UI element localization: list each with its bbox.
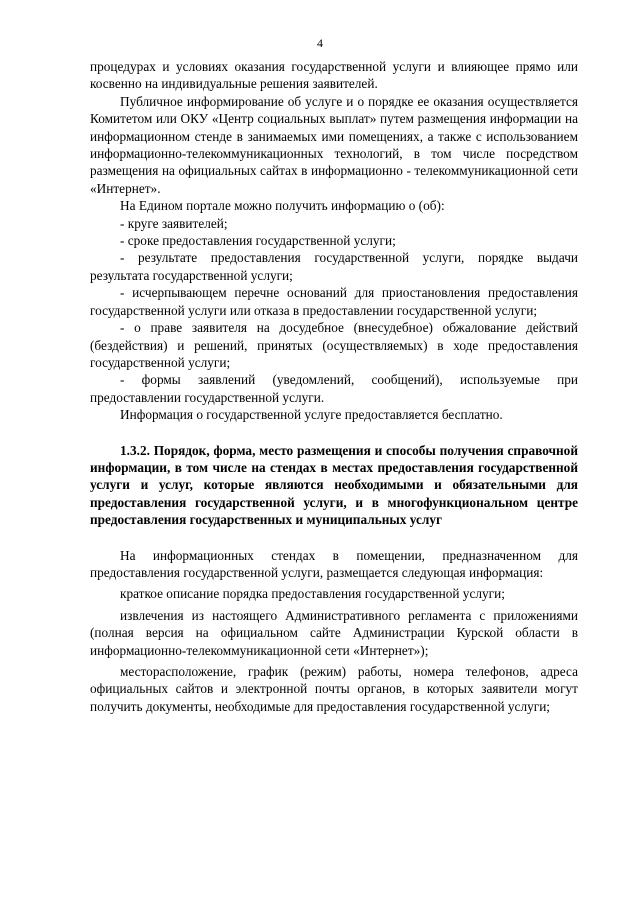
list-item-appeal-right: - о праве заявителя на досудебное (внесудебное) обжалование действий (бездействия) и решений, принятых (осуществляемых) в ходе предоставления государственной услуги; [90,320,578,370]
list-item-grounds: - исчерпывающем перечне оснований для приостановления предоставления государственной услуги или отказа в предоставлении государственной услуги; [90,285,578,318]
list-item-applicants: - круге заявителей; [120,215,228,231]
paragraph-stands-intro: На информационных стендах в помещении, предназначенном для предоставления государственной услуги, размещается следующая информация: [90,547,578,580]
paragraph-portal-intro: На Едином портале можно получить информацию о (об): [120,198,445,214]
page-number: 4 [317,36,323,50]
paragraph-free-of-charge: Информация о государственной услуге предоставляется бесплатно. [120,407,503,423]
list-item-result: - результате предоставления государственной услуги, порядке выдачи результата государственной услуги; [90,250,578,283]
list-item-term: - сроке предоставления государственной услуги; [120,233,396,249]
paragraph-public-informing: Публичное информирование об услуге и о порядке ее оказания осуществляется Комитетом или ОКУ «Центр социальных выплат» путем размещения информации на информационном стенде в занимаемых ими помещениях, а также с использованием информационно-телекоммуникационных технологий, в том числе посредством размещения на официальных сайтах в информационно - телекоммуникационной сети «Интернет». [90,93,578,196]
list-item-regulation-extracts: извлечения из настоящего Административного регламента с приложениями (полная версия на официальном сайте Администрации Курской области в информационно-телекоммуникационной сети «Интернет»); [90,607,578,658]
list-item-location-schedule: месторасположение, график (режим) работы, номера телефонов, адреса официальных сайтов и электронной почты органов, в которых заявители могут получить документы, необходимые для предоставления государственной услуги; [90,664,578,714]
list-item-short-description: краткое описание порядка предоставления государственной услуги; [120,586,505,602]
list-item-forms: - формы заявлений (уведомлений, сообщений), используемые при предоставлении государственной услуги. [90,372,578,405]
document-body [90,58,578,715]
section-heading: 1.3.2. Порядок, форма, место размещения и способы получения справочной информации, в том числе на стендах в местах предоставления государственной услуги и услуг, которые являются необходимыми и обязательными для предоставления государственной услуги, и в многофункциональном центре предоставления государственных и муниципальных услуг [90,442,578,528]
paragraph-continuation: процедурах и условиях оказания государственной услуги и влияющее прямо или косвенно на индивидуальные решения заявителей. [90,59,578,92]
